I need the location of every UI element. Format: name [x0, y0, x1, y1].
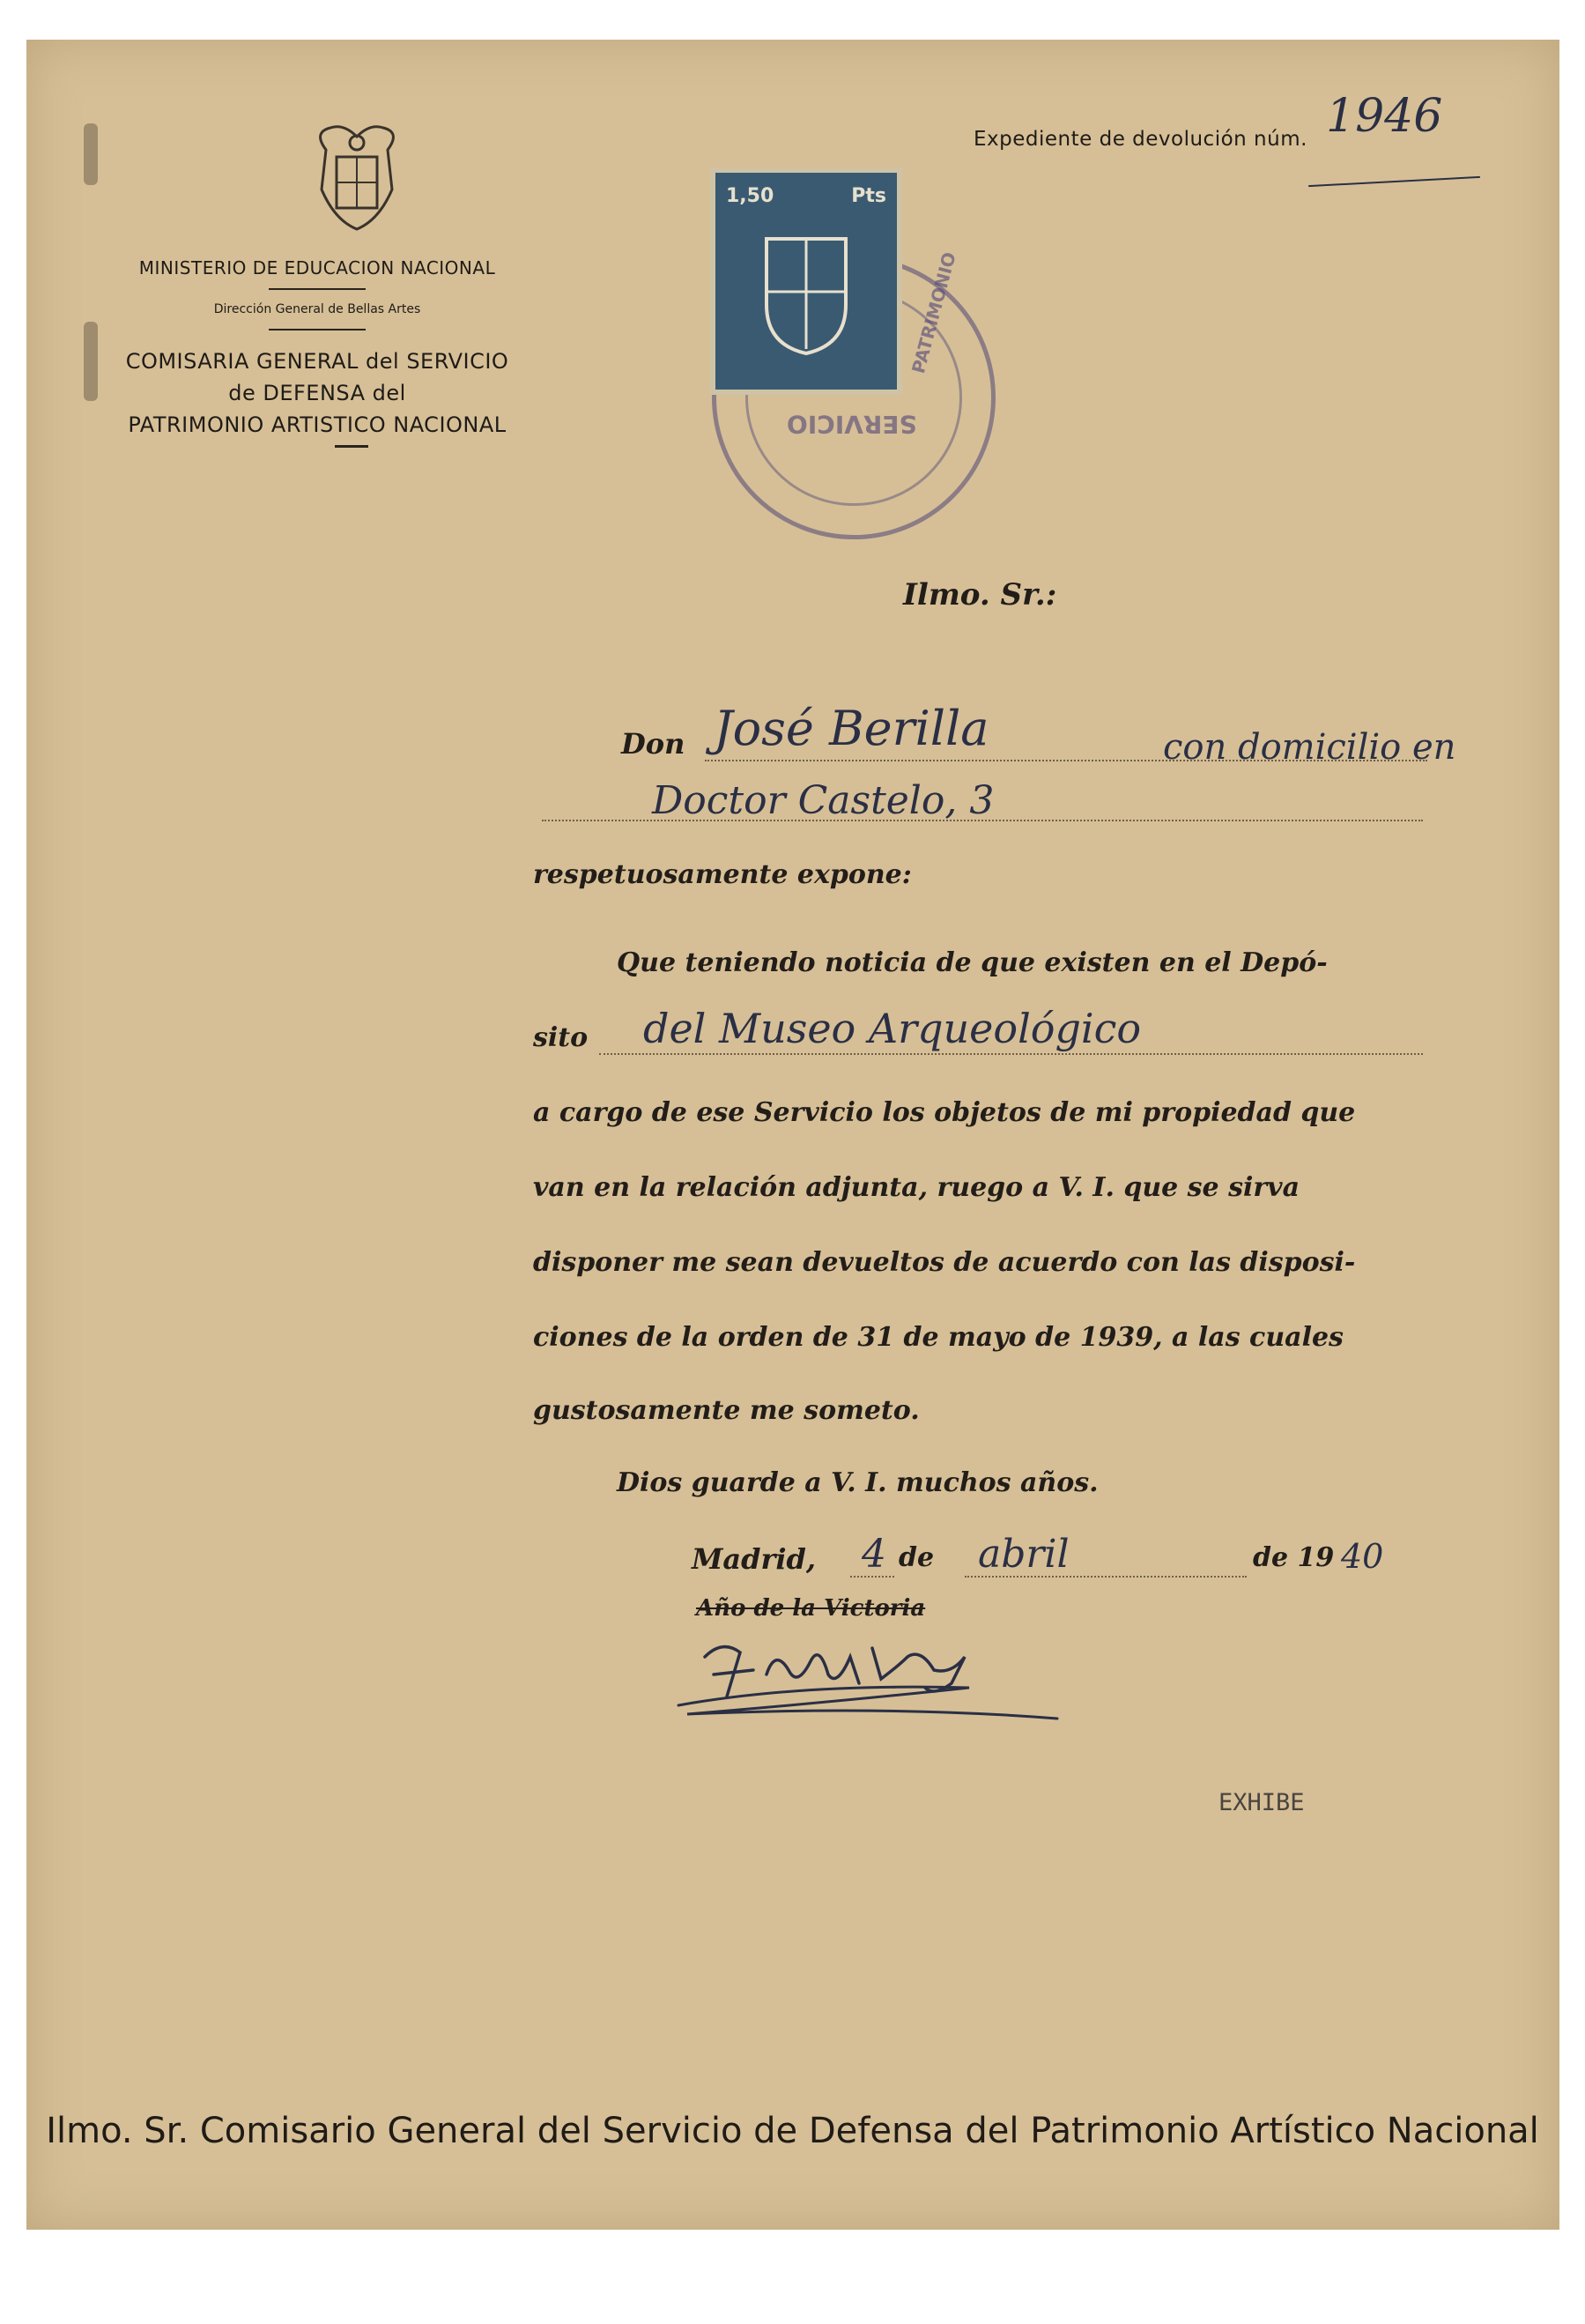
- revenue-stamp: [710, 167, 902, 395]
- de-label-1: de: [899, 1542, 935, 1573]
- paragraph-line-3: a cargo de ese Servicio los objetos de mi propiedad que: [533, 1097, 1356, 1128]
- date-day: 4: [862, 1532, 886, 1577]
- header-divider-3: [335, 445, 368, 448]
- paragraph-line-5: disponer me sean devueltos de acuerdo con las disposi-: [533, 1247, 1356, 1278]
- stamp-unit: Pts: [851, 185, 886, 207]
- comisaria-line-1: COMISARIA GENERAL del SERVICIO: [125, 349, 509, 374]
- respetuosamente-text: respetuosamente expone:: [533, 859, 912, 890]
- ministerio-heading: MINISTERIO DE EDUCACION NACIONAL: [138, 257, 496, 278]
- header-divider-2: [269, 329, 366, 330]
- exhibe-stamp: EXHIBE: [1218, 1789, 1305, 1816]
- stamp-shield-icon: [758, 226, 855, 358]
- deposit-place: del Museo Arqueológico: [643, 1005, 1142, 1052]
- comisaria-heading: [0, 345, 634, 441]
- applicant-name: José Berilla: [714, 701, 989, 756]
- footer-addressee: Ilmo. Sr. Comisario General del Servicio de Defensa del Patrimonio Artístico Nacional: [46, 2111, 1539, 2151]
- expediente-label: Expediente de devolución núm.: [974, 128, 1307, 151]
- direccion-subheading: Dirección General de Bellas Artes: [213, 302, 421, 316]
- salutation: Ilmo. Sr.:: [903, 577, 1057, 613]
- seal-text-servicio: SERVICIO: [787, 410, 917, 439]
- comisaria-line-3: PATRIMONIO ARTISTICO NACIONAL: [128, 412, 507, 437]
- paragraph-line-4: van en la relación adjunta, ruego a V. I. que se sirva: [533, 1172, 1300, 1203]
- stamp-value: 1,50: [726, 185, 774, 207]
- de-label-2: de 19: [1253, 1542, 1335, 1573]
- paragraph-line-6: ciones de la orden de 31 de mayo de 1939, a las cuales: [533, 1322, 1344, 1353]
- closing-text: Dios guarde a V. I. muchos años.: [617, 1467, 1099, 1498]
- coat-of-arms-icon: [308, 123, 405, 234]
- ano-victoria-text: Año de la Victoria: [696, 1595, 926, 1622]
- deposit-line: [599, 1053, 1423, 1055]
- don-label: Don: [621, 727, 685, 761]
- seal-text-patrimonio: PATRIMONIO: [907, 249, 960, 376]
- date-year-suffix: 40: [1341, 1537, 1384, 1576]
- comisaria-line-2: de DEFENSA del: [228, 381, 406, 405]
- paragraph-line-7: gustosamente me someto.: [533, 1395, 920, 1426]
- applicant-address: Doctor Castelo, 3: [652, 778, 995, 823]
- expediente-number: 1946: [1326, 90, 1443, 143]
- signature-icon: [670, 1622, 1075, 1727]
- date-month: abril: [978, 1532, 1070, 1577]
- paragraph-line-1: Que teniendo noticia de que existen en el Depó-: [617, 947, 1328, 978]
- place-label: Madrid,: [692, 1542, 817, 1576]
- header-divider-1: [269, 288, 366, 290]
- binding-hole-top: [84, 123, 98, 185]
- domicilio-text: con domicilio en: [1163, 727, 1456, 768]
- sito-label: sito: [533, 1022, 589, 1053]
